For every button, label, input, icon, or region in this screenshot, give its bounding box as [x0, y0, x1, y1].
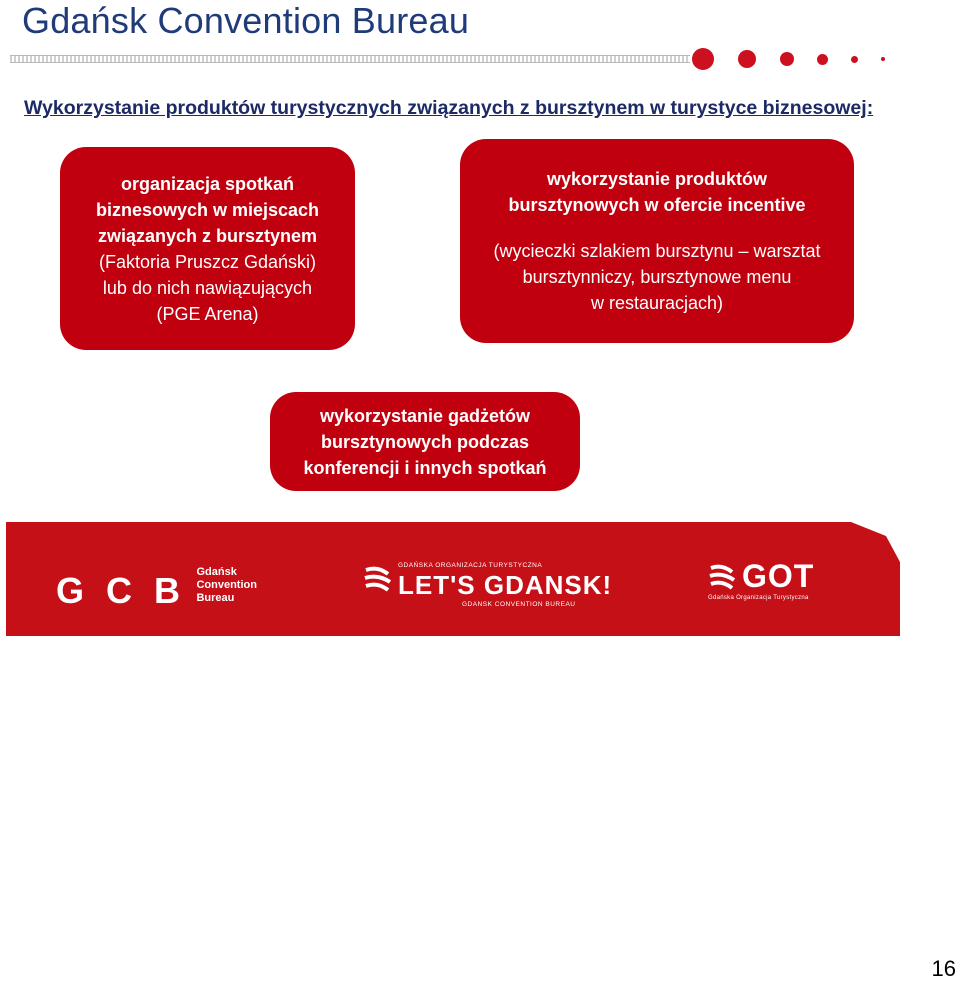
- gcb-logo-text-line: Convention: [196, 579, 257, 591]
- page-number: 16: [931, 956, 956, 981]
- decorative-dot: [851, 56, 858, 63]
- card-amber-gadgets: [270, 392, 580, 491]
- decorative-dot: [881, 57, 885, 61]
- header-dots-decoration: [0, 0, 960, 80]
- gcb-logo-text-line: Gdańsk: [196, 566, 237, 578]
- gcb-logo-text: [196, 566, 257, 605]
- gcb-logo-letters: G C B: [56, 570, 187, 611]
- lets-gdansk-logo: [362, 562, 612, 608]
- card-text-line: bursztynniczy, bursztynowe menu: [522, 267, 792, 287]
- card-incentive-offer: [460, 139, 854, 343]
- card-text-line: (PGE Arena): [156, 303, 259, 324]
- page-title: Gdańsk Convention Bureau: [22, 0, 470, 41]
- card-text-line: organizacja spotkań: [120, 173, 295, 194]
- card-text-line: konferencji i innych spotkań: [303, 457, 547, 478]
- card-text-line: biznesowych w miejscach: [95, 199, 320, 220]
- lets-logo-bottom-text: GDANSK CONVENTION BUREAU: [462, 601, 576, 608]
- lets-logo-main-text: LET'S GDANSK!: [398, 570, 613, 600]
- card-text-line: bursztynowych podczas: [320, 431, 530, 452]
- got-logo-main-text: GOT: [742, 558, 815, 594]
- gcb-logo: [56, 566, 257, 612]
- decorative-dot: [738, 50, 756, 68]
- card-meeting-venues: [60, 147, 355, 350]
- decorative-dot: [817, 54, 828, 65]
- card-text-line: bursztynowych w ofercie incentive: [508, 195, 806, 215]
- decorative-dot: [692, 48, 714, 70]
- swirl-icon: [708, 562, 738, 594]
- card-text-line: (wycieczki szlakiem bursztynu – warsztat: [493, 241, 821, 261]
- lets-logo-top-text: GDAŃSKA ORGANIZACJA TURYSTYCZNA: [398, 562, 543, 569]
- gcb-logo-text-line: Bureau: [196, 592, 235, 604]
- got-logo: [708, 558, 814, 601]
- card-text-line: wykorzystanie produktów: [546, 169, 768, 189]
- card-text-line: w restauracjach): [590, 293, 724, 313]
- card-text-line: wykorzystanie gadżetów: [319, 405, 531, 426]
- card-text-line: (Faktoria Pruszcz Gdański): [98, 251, 317, 272]
- decorative-dot: [780, 52, 794, 66]
- got-logo-small-text: Gdańska Organizacja Turystyczna: [708, 595, 809, 601]
- subheading: Wykorzystanie produktów turystycznych związanych z bursztynem w turystyce biznesowej:: [24, 97, 874, 119]
- card-text-line: lub do nich nawiązujących: [102, 277, 313, 298]
- swirl-icon: [362, 564, 394, 598]
- card-text-line: związanych z bursztynem: [97, 225, 318, 246]
